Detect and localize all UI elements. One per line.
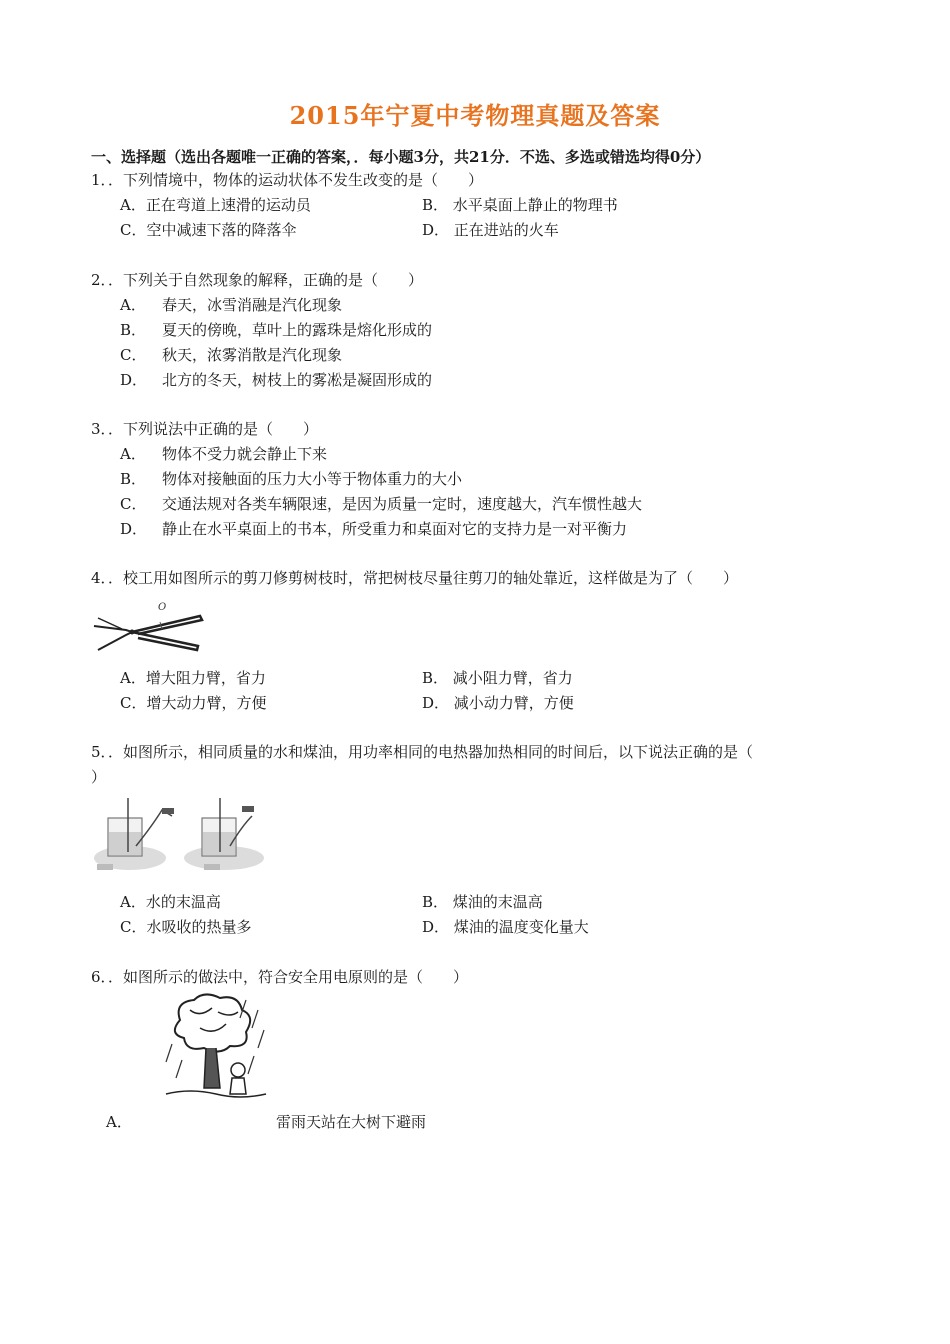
q5-option-b: B． 煤油的末温高 bbox=[422, 893, 543, 911]
question-2-stem: 2．．下列关于自然现象的解释，正确的是（ ） bbox=[91, 271, 424, 289]
q5-option-a: A．水的末温高 bbox=[120, 893, 221, 911]
section-heading: 一、选择题（选出各题唯一正确的答案，．每小题3分，共21分．不选、多选或错选均得0分） bbox=[91, 148, 711, 166]
question-5-stem-cont: ） bbox=[91, 768, 107, 786]
question-1-stem: 1．．下列情境中，物体的运动状体不发生改变的是（ ） bbox=[91, 171, 484, 189]
question-5-stem: 5．．如图所示，相同质量的水和煤油，用功率相同的电热器加热相同的时间后，以下说法正确的是（ bbox=[91, 743, 754, 761]
q3-option-a: A． 物体不受力就会静止下来 bbox=[120, 445, 328, 463]
pivot-label: O bbox=[158, 602, 167, 613]
q4-option-d: D． 减小动力臂，方便 bbox=[422, 694, 574, 712]
q6-option-a: 雷雨天站在大树下避雨 bbox=[276, 1113, 427, 1131]
q4-option-c: C．增大动力臂，方便 bbox=[120, 694, 267, 712]
question-6-stem: 6．．如图所示的做法中，符合安全用电原则的是（ ） bbox=[91, 968, 469, 986]
tree-rain-figure bbox=[160, 990, 272, 1102]
question-4-stem: 4．．校工用如图所示的剪刀修剪树枝时，常把树枝尽量往剪刀的轴处靠近，这样做是为了（ ） bbox=[91, 569, 739, 587]
question-3-stem: 3．．下列说法中正确的是（ ） bbox=[91, 420, 319, 438]
q6-option-a-label: A． bbox=[106, 1113, 132, 1131]
q4-option-b: B． 减小阻力臂，省力 bbox=[422, 669, 573, 687]
q4-option-a: A．增大阻力臂，省力 bbox=[120, 669, 266, 687]
scissors-figure bbox=[92, 598, 204, 658]
page-title: 2015年宁夏中考物理真题及答案 bbox=[289, 101, 661, 130]
q1-option-b: B． 水平桌面上静止的物理书 bbox=[422, 196, 618, 214]
q1-option-a: A．正在弯道上速滑的运动员 bbox=[120, 196, 311, 214]
q3-option-c: C． 交通法规对各类车辆限速，是因为质量一定时，速度越大，汽车惯性越大 bbox=[120, 495, 643, 513]
q1-option-c: C．空中减速下落的降落伞 bbox=[120, 221, 297, 239]
q5-option-c: C．水吸收的热量多 bbox=[120, 918, 252, 936]
q3-option-d: D． 静止在水平桌面上的书本，所受重力和桌面对它的支持力是一对平衡力 bbox=[120, 520, 628, 538]
q2-option-b: B． 夏天的傍晚，草叶上的露珠是熔化形成的 bbox=[120, 321, 433, 339]
q1-option-d: D． 正在进站的火车 bbox=[422, 221, 559, 239]
q3-option-b: B． 物体对接触面的压力大小等于物体重力的大小 bbox=[120, 470, 463, 488]
q2-option-d: D． 北方的冬天，树枝上的雾凇是凝固形成的 bbox=[120, 371, 433, 389]
q2-option-c: C． 秋天，浓雾消散是汽化现象 bbox=[120, 346, 343, 364]
q2-option-a: A． 春天，冰雪消融是汽化现象 bbox=[120, 296, 343, 314]
heating-beakers-figure bbox=[92, 796, 276, 876]
q5-option-d: D． 煤油的温度变化量大 bbox=[422, 918, 589, 936]
